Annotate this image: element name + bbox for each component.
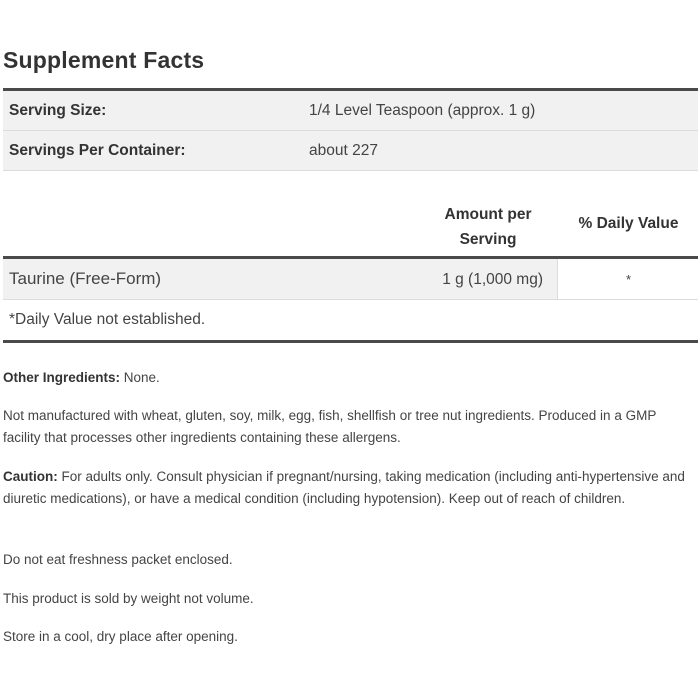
weight-note: This product is sold by weight not volume. — [3, 591, 254, 606]
freshness-packet-note: Do not eat freshness packet enclosed. — [3, 552, 233, 567]
nutrient-name: Taurine (Free-Form) — [9, 269, 162, 288]
storage-note: Store in a cool, dry place after opening. — [3, 629, 238, 644]
nutrient-table-header — [3, 198, 698, 259]
other-ingredients — [3, 367, 693, 389]
servings-per-container-value: about 227 — [309, 142, 378, 159]
daily-value-footnote: *Daily Value not established. — [9, 311, 206, 328]
serving-size-label: Serving Size: — [9, 102, 107, 119]
serving-size-row — [3, 91, 698, 131]
nutrient-daily-value: * — [625, 272, 632, 287]
amount-header-line2: Serving — [459, 231, 517, 248]
caution-label: Caution: — [3, 469, 58, 484]
other-ingredients-text: None. — [120, 370, 160, 385]
nutrient-amount: 1 g (1,000 mg) — [442, 271, 543, 288]
daily-value-cell — [557, 259, 699, 299]
daily-value-header: % Daily Value — [578, 215, 679, 232]
servings-per-container-label: Servings Per Container: — [9, 142, 186, 159]
other-ingredients-label: Other Ingredients: — [3, 370, 121, 385]
servings-per-container-row — [3, 131, 698, 171]
caution-statement — [3, 466, 693, 510]
table-footnote-row — [3, 300, 698, 343]
serving-size-value: 1/4 Level Teaspoon (approx. 1 g) — [309, 102, 536, 119]
table-row — [3, 259, 698, 300]
allergen-statement: Not manufactured with wheat, gluten, soy, milk, egg, fish, shellfish or tree nut ingredients. Produced in a GMP facility that processes other ingredients containing these allergens. — [3, 408, 657, 445]
nutrient-table — [3, 198, 698, 343]
amount-per-serving-header — [423, 202, 553, 252]
amount-header-line1: Amount per — [444, 206, 532, 223]
serving-info-table — [3, 88, 698, 171]
page-title: Supplement Facts — [3, 47, 205, 73]
caution-text: For adults only. Consult physician if pregnant/nursing, taking medication (including anti-hypertensive and diuretic medications), or have a medical condition (including hypotension). Keep out of reach of children. — [3, 469, 685, 506]
